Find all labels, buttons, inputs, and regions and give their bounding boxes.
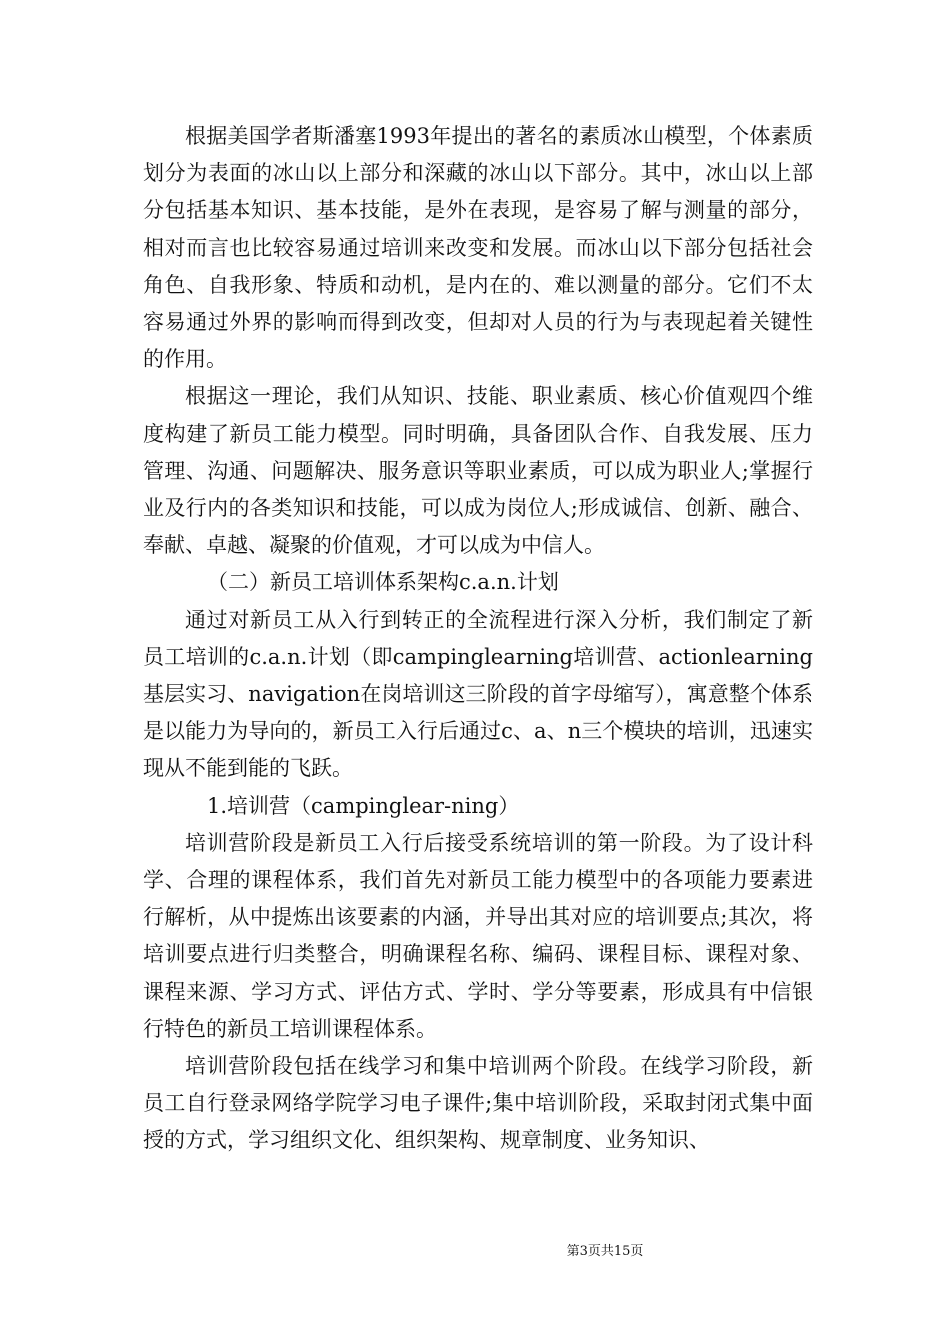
paragraph-iceberg-model: 根据美国学者斯潘塞1993年提出的著名的素质冰山模型，个体素质划分为表面的冰山以上部分和深藏的冰山以下部分。其中，冰山以上部分包括基本知识、基本技能，是外在表现，是容易了解与测量的部分，相对而言也比较容易通过培训来改变和发展。而冰山以下部分包括社会角色、自我形象、特质和动机，是内在的、难以测量的部分。它们不太容易通过外界的影响而得到改变，但却对人员的行为与表现起着关键性的作用。 — [143, 124, 813, 372]
section-heading-can-plan: （二）新员工培训体系架构c.a.n.计划 — [207, 570, 559, 595]
paragraph-training-camp: 培训营阶段是新员工入行后接受系统培训的第一阶段。为了设计科学、合理的课程体系，我们首先对新员工能力模型中的各项能力要素进行解析，从中提炼出该要素的内涵，并导出其对应的培训要点;其次，将培训要点进行归类整合，明确课程名称、编码、课程目标、课程对象、课程来源、学习方式、评估方式、学时、学分等要素，形成具有中信银行特色的新员工培训课程体系。 — [143, 830, 813, 1041]
document-body — [143, 118, 813, 1160]
page-number-footer: 第3页共15页 — [566, 1244, 644, 1259]
subsection-heading-training-camp: 1.培训营（campinglear-ning） — [207, 793, 520, 818]
paragraph-can-plan: 通过对新员工从入行到转正的全流程进行深入分析，我们制定了新员工培训的c.a.n.计划（即campinglearning培训营、actionlearning基层实习、navigation在岗培训这三阶段的首字母缩写），寓意整个体系是以能力为导向的，新员工入行后通过c、a、n三个模块的培训，迅速实现从不能到能的飞跃。 — [143, 607, 813, 781]
paragraph-training-stages: 培训营阶段包括在线学习和集中培训两个阶段。在线学习阶段，新员工自行登录网络学院学习电子课件;集中培训阶段，采取封闭式集中面授的方式，学习组织文化、组织架构、规章制度、业务知识、 — [143, 1054, 813, 1153]
paragraph-competency-model: 根据这一理论，我们从知识、技能、职业素质、核心价值观四个维度构建了新员工能力模型。同时明确，具备团队合作、自我发展、压力管理、沟通、问题解决、服务意识等职业素质，可以成为职业人;掌握行业及行内的各类知识和技能，可以成为岗位人;形成诚信、创新、融合、奉献、卓越、凝聚的价值观，才可以成为中信人。 — [143, 384, 813, 558]
